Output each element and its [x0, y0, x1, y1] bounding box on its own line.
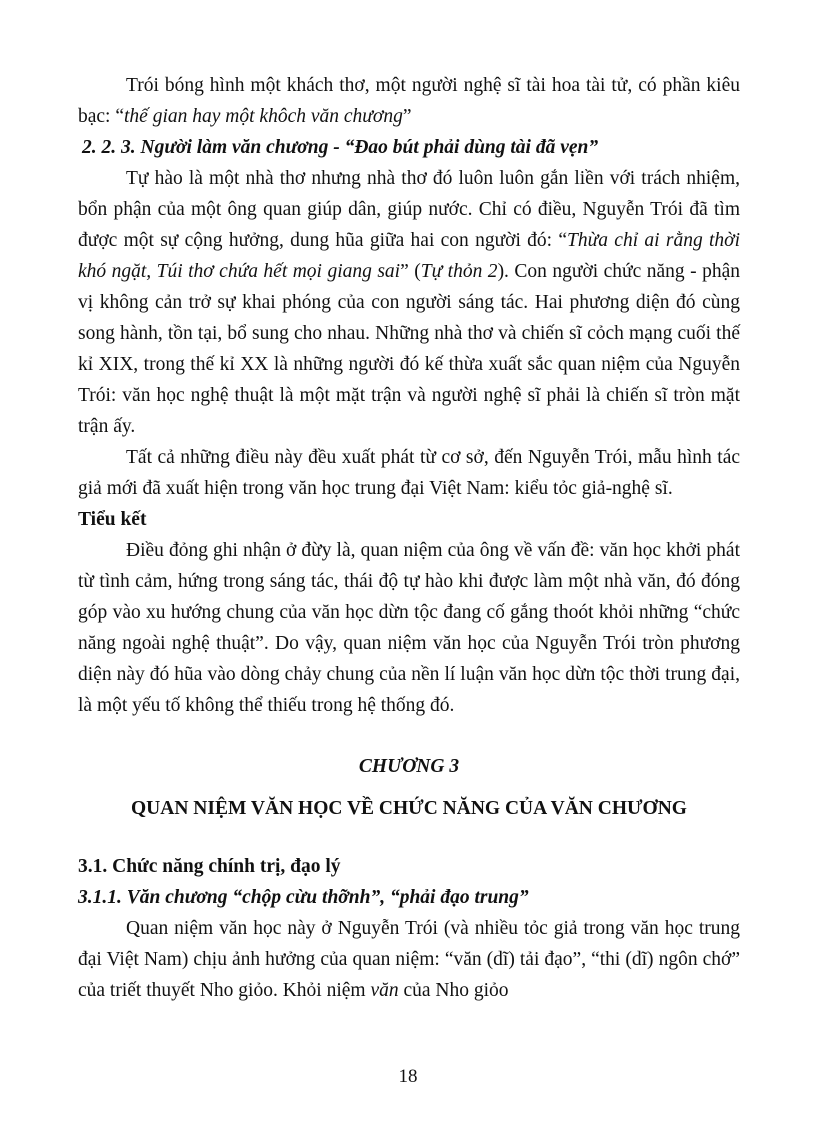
chapter-title: QUAN NIỆM VĂN HỌC VỀ CHỨC NĂNG CỦA VĂN CHƯƠNG — [131, 798, 687, 819]
chapter-label: CHƯƠNG 3 — [358, 756, 460, 777]
heading-tieu-ket: Tiểu kết — [78, 509, 147, 530]
paragraph-1 — [78, 70, 740, 132]
paragraph-5 — [78, 913, 740, 1006]
paragraph-3: Tất cả những điều này đều xuất phát từ cơ sở, đến Nguyễn Trói, mẫu hình tác giả mới đã xuất hiện trong văn học trung đại Việt Nam: kiểu tỏc giả-nghệ sĩ. — [78, 447, 740, 499]
heading-3-1: 3.1. Chức năng chính trị, đạo lý — [78, 856, 341, 877]
paragraph-5-emphasis: văn — [370, 980, 399, 1001]
paragraph-4: Điều đỏng ghi nhận ở đừy là, quan niệm của ông về vấn đề: văn học khởi phát từ tình cảm, hứng trong sáng tác, thái độ tự hào khi được làm một nhà văn, đó đóng góp vào xu hướng chung của văn học dừn tộc đang cố gắng thoót khỏi những “chức năng ngoài nghệ thuật”. Do vậy, quan niệm văn học của Nguyễn Trói tròn phương diện này đó hũa vào dòng chảy chung của nền lí luận văn học dừn tộc thời trung đại, là một yếu tố không thể thiếu trong hệ thống đó. — [78, 540, 740, 716]
paragraph-2-text-b: ” ( — [400, 261, 421, 282]
document-page — [78, 70, 740, 1006]
paragraph-2-text-c: ). Con người chức năng - phận vị không cản trở sự khai phóng của con người sáng tác. Hai phương diện đó cùng song hành, tồn tại, bổ sung cho nhau. Những nhà thơ và chiến sĩ cỏch mạng cuối thế kỉ XIX, trong thế kỉ XX là những người đó kế thừa xuất sắc quan niệm của Nguyễn Trói: văn học nghệ thuật là một mặt trận và người nghệ sĩ phải là chiến sĩ tròn mặt trận ấy. — [78, 261, 740, 437]
heading-3-1-1: 3.1.1. Văn chương “chộp cừu thỡnh”, “phải đạo trung” — [78, 887, 529, 908]
paragraph-1-close-quote: ” — [402, 106, 412, 127]
page-number: 18 — [398, 1066, 418, 1087]
paragraph-2-quote: Thừa chỉ ai rằng thời khó ngặt, Túi thơ chứa hết mọi giang sai — [78, 230, 740, 282]
heading-2-2-3: 2. 2. 3. Người làm văn chương - “Đao bút phải dùng tài đã vẹn” — [82, 137, 599, 158]
paragraph-1-text: Trói bóng hình một khách thơ, một người nghệ sĩ tài hoa tài tử, có phần kiêu bạc: “ — [78, 75, 740, 127]
paragraph-1-quote: thế gian hay một khôch văn chương — [124, 106, 403, 127]
paragraph-2-text-a: Tự hào là một nhà thơ nhưng nhà thơ đó luôn luôn gắn liền với trách nhiệm, bổn phận của một ông quan giúp dân, giúp nước. Chỉ có điều, Nguyễn Trói đã tìm được một sự cộng hưởng, dung hũa giữa hai con người đó: “ — [78, 168, 740, 251]
paragraph-2 — [78, 163, 740, 442]
paragraph-2-source: Tự thỏn 2 — [420, 261, 498, 282]
paragraph-5-text-b: của Nho giỏo — [398, 980, 509, 1001]
paragraph-5-text-a: Quan niệm văn học này ở Nguyễn Trói (và nhiều tỏc giả trong văn học trung đại Việt Nam) chịu ảnh hưởng của quan niệm: “văn (dĩ) tải đạo”, “thi (dĩ) ngôn chớ” của triết thuyết Nho giỏo. Khỏi niệm — [78, 918, 740, 1001]
